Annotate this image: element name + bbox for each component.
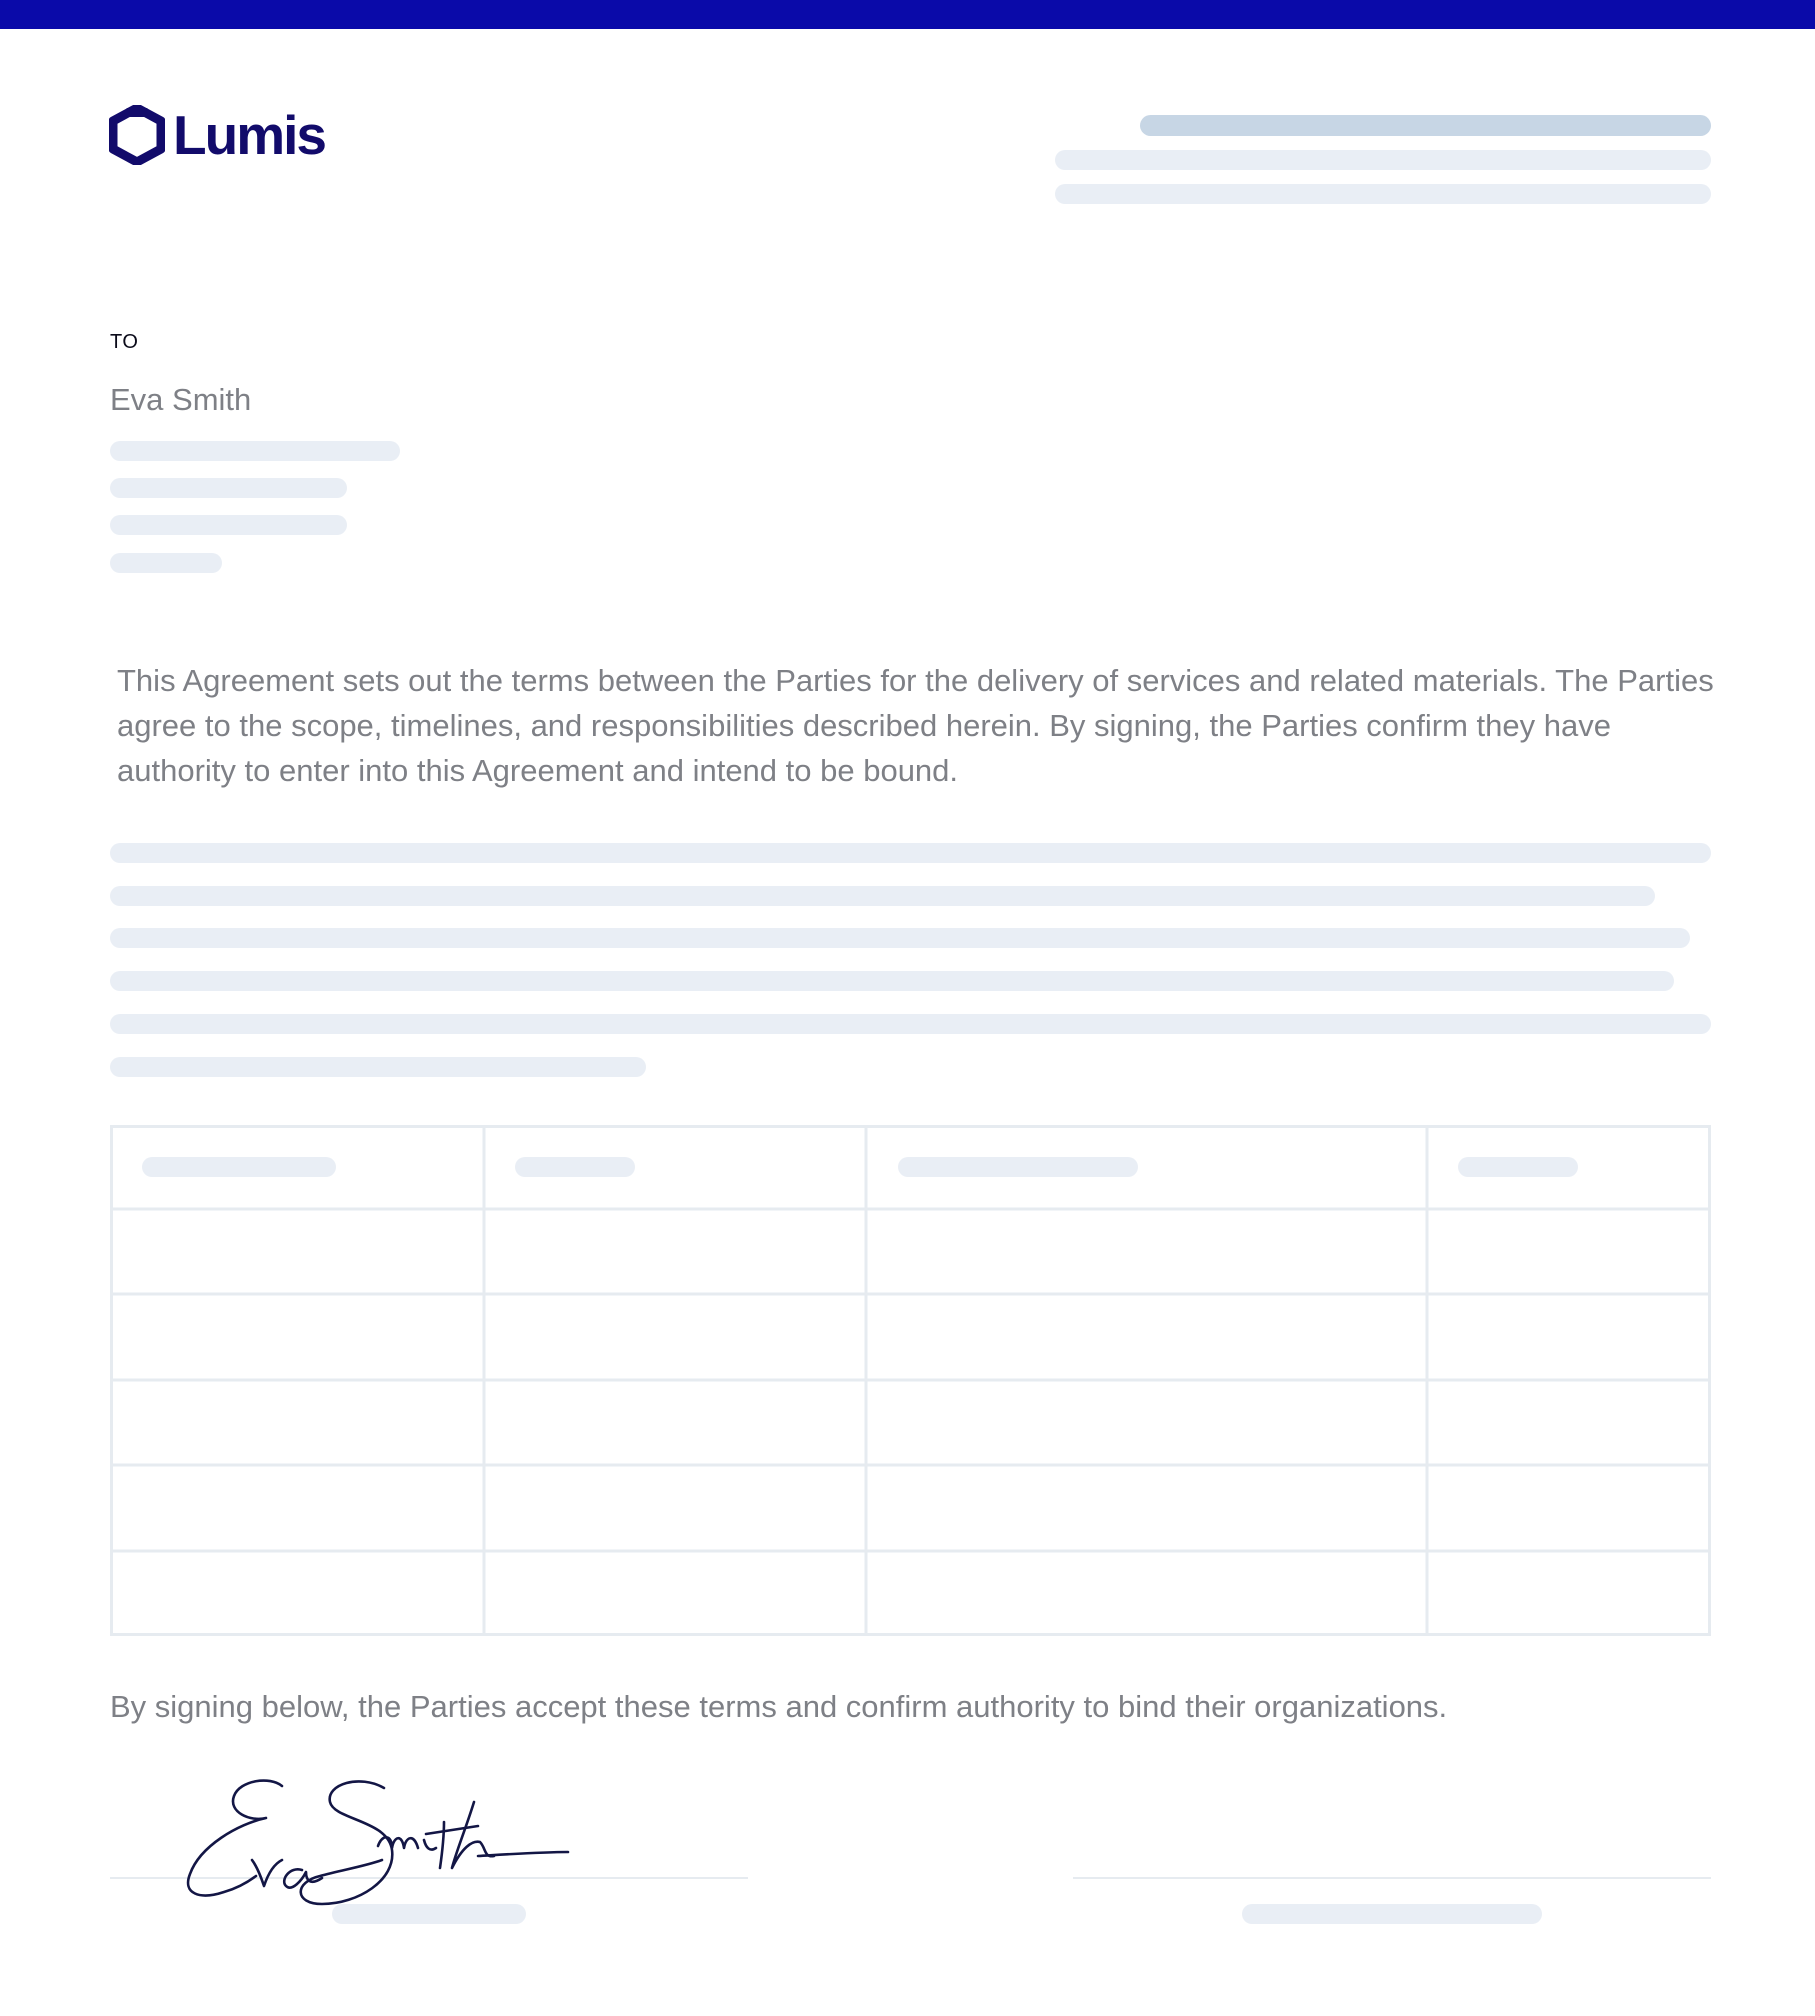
top-accent-bar xyxy=(0,0,1815,29)
handwritten-signature xyxy=(182,1768,642,1918)
body-placeholder-line xyxy=(110,843,1711,863)
signer-name-placeholder xyxy=(1242,1904,1542,1924)
table-header-placeholder xyxy=(898,1157,1138,1177)
address-placeholder-line xyxy=(110,441,400,461)
closing-statement: By signing below, the Parties accept these terms and confirm authority to bind their organizations. xyxy=(110,1689,1448,1724)
header-placeholder-line xyxy=(1055,150,1711,170)
recipient-name: Eva Smith xyxy=(110,382,252,417)
table-header-placeholder xyxy=(1458,1157,1578,1177)
body-placeholder-line xyxy=(110,1014,1711,1034)
address-placeholder-line xyxy=(110,478,347,498)
hexagon-logo-icon xyxy=(109,105,165,165)
table-header-placeholder xyxy=(515,1157,635,1177)
body-placeholder-line xyxy=(110,1057,646,1077)
agreement-paragraph: This Agreement sets out the terms between the Parties for the delivery of services and related materials. The Parties agree to the scope, timelines, and responsibilities described herein. By signing, the Parties confirm they have authority to enter into this Agreement and intend to be bound. xyxy=(117,663,1714,788)
body-placeholder-line xyxy=(110,928,1690,948)
address-placeholder-line xyxy=(110,515,347,535)
terms-table xyxy=(110,1125,1711,1636)
brand-logo xyxy=(109,100,325,170)
brand-name: Lumis xyxy=(173,103,325,166)
signature-line-right xyxy=(1073,1877,1711,1879)
address-placeholder-line xyxy=(110,553,222,573)
body-placeholder-line xyxy=(110,886,1655,906)
body-placeholder-line xyxy=(110,971,1674,991)
header-placeholder-line xyxy=(1055,184,1711,204)
table-header-placeholder xyxy=(142,1157,336,1177)
recipient-label: TO xyxy=(110,331,139,353)
header-placeholder-line xyxy=(1140,115,1711,136)
